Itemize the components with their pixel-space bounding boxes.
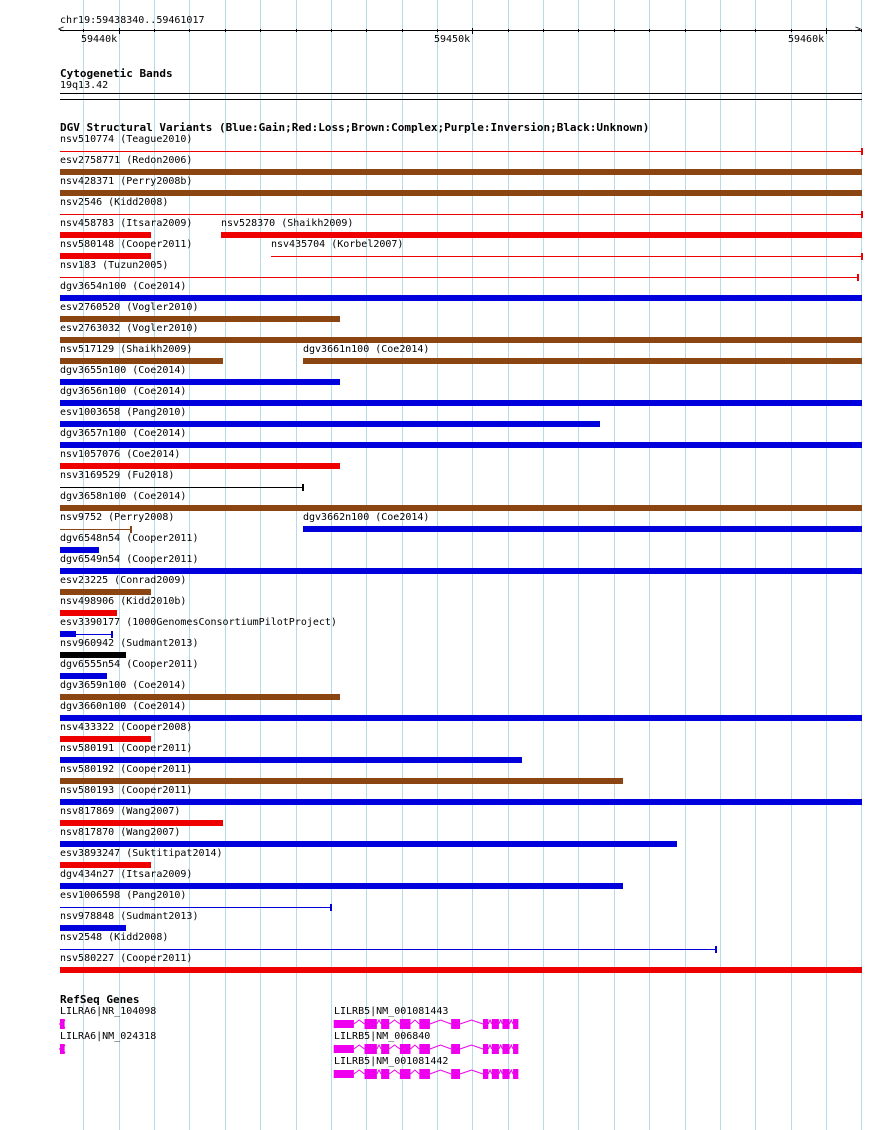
dgv-feature-label[interactable]: esv1003658 (Pang2010) xyxy=(60,407,187,418)
exon-block xyxy=(365,1069,377,1079)
dgv-feature-bar[interactable] xyxy=(60,232,151,238)
cytoband-top-line xyxy=(60,93,862,94)
exon-block xyxy=(365,1044,377,1054)
dgv-feature-label[interactable]: dgv6555n54 (Cooper2011) xyxy=(60,659,199,670)
dgv-feature-end-tick xyxy=(330,904,332,911)
dgv-feature-end-tick xyxy=(857,274,859,281)
dgv-feature-label[interactable]: dgv3661n100 (Coe2014) xyxy=(303,344,430,355)
ruler-tick xyxy=(826,28,827,34)
ruler-label: 59440k xyxy=(81,34,118,45)
dgv-feature-bar[interactable] xyxy=(221,232,862,238)
intron-line xyxy=(460,1070,483,1074)
dgv-feature-bar[interactable] xyxy=(60,505,862,511)
ruler-tick xyxy=(578,29,579,32)
exon-block xyxy=(400,1019,411,1029)
cytoband-label: 19q13.42 xyxy=(60,80,109,91)
dgv-feature-label[interactable]: nsv580148 (Cooper2011) xyxy=(60,239,193,250)
exon-block xyxy=(513,1019,518,1029)
refseq-gene-label[interactable]: LILRA6|NM_024318 xyxy=(60,1031,157,1042)
ruler-tick xyxy=(791,29,792,32)
ruler-line xyxy=(60,30,862,31)
dgv-feature-label[interactable]: nsv433322 (Cooper2008) xyxy=(60,722,193,733)
dgv-feature-label[interactable]: dgv6549n54 (Cooper2011) xyxy=(60,554,199,565)
dgv-feature-label[interactable]: nsv3169529 (Fu2018) xyxy=(60,470,175,481)
dgv-feature-label[interactable]: dgv3655n100 (Coe2014) xyxy=(60,365,187,376)
dgv-feature-end-tick xyxy=(861,148,863,155)
dgv-feature-label[interactable]: nsv580192 (Cooper2011) xyxy=(60,764,193,775)
dgv-feature-label[interactable]: esv2763032 (Vogler2010) xyxy=(60,323,199,334)
dgv-feature-bar[interactable] xyxy=(60,925,126,931)
dgv-track-title[interactable]: DGV Structural Variants (Blue:Gain;Red:Loss;Brown:Complex;Purple:Inversion;Black:Unknown) xyxy=(60,121,650,134)
exon-block xyxy=(483,1019,488,1029)
dgv-feature-label[interactable]: esv3893247 (Suktitipat2014) xyxy=(60,848,223,859)
ruler-tick xyxy=(685,29,686,32)
intron-line xyxy=(499,1020,503,1024)
dgv-feature-bar[interactable] xyxy=(60,589,151,595)
exon-block xyxy=(381,1069,389,1079)
exon-block xyxy=(451,1069,460,1079)
ruler-tick xyxy=(331,29,332,32)
intron-line xyxy=(410,1020,419,1024)
ruler-tick xyxy=(83,29,84,32)
dgv-feature-label[interactable]: nsv498906 (Kidd2010b) xyxy=(60,596,187,607)
dgv-feature-end-tick xyxy=(715,946,717,953)
dgv-feature-bar[interactable] xyxy=(60,169,862,175)
ruler-arrow-right: > xyxy=(855,24,862,35)
dgv-feature-bar[interactable] xyxy=(60,463,340,469)
dgv-feature-label[interactable]: dgv3656n100 (Coe2014) xyxy=(60,386,187,397)
dgv-feature-end-tick xyxy=(861,253,863,260)
dgv-feature-label[interactable]: dgv3657n100 (Coe2014) xyxy=(60,428,187,439)
ruler-tick xyxy=(543,29,544,32)
refseq-gene-label[interactable]: LILRB5|NM_006840 xyxy=(334,1031,431,1042)
dgv-feature-bar[interactable] xyxy=(60,820,223,826)
dgv-feature-line[interactable] xyxy=(60,214,862,215)
intron-line xyxy=(410,1045,419,1049)
ruler-tick xyxy=(649,29,650,32)
dgv-feature-label[interactable]: esv3390177 (1000GenomesConsortiumPilotProject) xyxy=(60,617,337,628)
dgv-feature-bar[interactable] xyxy=(60,316,340,322)
dgv-feature-bar[interactable] xyxy=(60,379,340,385)
exon-block xyxy=(492,1019,499,1029)
dgv-feature-bar[interactable] xyxy=(60,190,862,196)
dgv-feature-label[interactable]: nsv9752 (Perry2008) xyxy=(60,512,175,523)
intron-line xyxy=(488,1070,492,1074)
intron-line xyxy=(377,1045,381,1049)
dgv-feature-label[interactable]: nsv435704 (Korbel2007) xyxy=(271,239,404,250)
exon-block xyxy=(502,1044,509,1054)
ruler-tick xyxy=(861,29,862,32)
dgv-feature-line[interactable] xyxy=(76,634,112,635)
dgv-feature-label[interactable]: esv2760520 (Vogler2010) xyxy=(60,302,199,313)
dgv-feature-bar[interactable] xyxy=(60,610,117,616)
dgv-feature-bar[interactable] xyxy=(60,778,623,784)
dgv-feature-bar[interactable] xyxy=(60,631,76,637)
dgv-feature-label[interactable]: esv23225 (Conrad2009) xyxy=(60,575,187,586)
ruler-tick xyxy=(225,29,226,32)
dgv-feature-bar[interactable] xyxy=(60,358,223,364)
intron-line xyxy=(510,1020,514,1024)
ruler-label: 59460k xyxy=(788,34,825,45)
exon-block xyxy=(334,1070,354,1078)
intron-line xyxy=(430,1045,451,1049)
dgv-feature-label[interactable]: dgv3658n100 (Coe2014) xyxy=(60,491,187,502)
dgv-feature-label[interactable]: nsv978848 (Sudmant2013) xyxy=(60,911,199,922)
dgv-feature-label[interactable]: dgv434n27 (Itsara2009) xyxy=(60,869,193,880)
intron-line xyxy=(354,1070,365,1074)
dgv-feature-bar[interactable] xyxy=(60,694,340,700)
dgv-feature-label[interactable]: nsv458783 (Itsara2009) xyxy=(60,218,193,229)
refseq-gene-label[interactable]: LILRA6|NR_104098 xyxy=(60,1006,157,1017)
intron-line xyxy=(488,1045,492,1049)
intron-line xyxy=(510,1070,514,1074)
dgv-feature-label[interactable]: nsv517129 (Shaikh2009) xyxy=(60,344,193,355)
exon-block xyxy=(502,1069,509,1079)
ruler-tick xyxy=(296,29,297,32)
ruler-tick xyxy=(755,29,756,32)
intron-line xyxy=(377,1020,381,1024)
dgv-feature-bar[interactable] xyxy=(60,253,151,259)
intron-line xyxy=(354,1045,365,1049)
dgv-feature-label[interactable]: nsv960942 (Sudmant2013) xyxy=(60,638,199,649)
dgv-feature-bar[interactable] xyxy=(60,400,862,406)
intron-line xyxy=(430,1070,451,1074)
dgv-feature-label[interactable]: nsv580227 (Cooper2011) xyxy=(60,953,193,964)
exon-block xyxy=(400,1044,411,1054)
exon-block xyxy=(483,1044,488,1054)
exon-block xyxy=(419,1019,430,1029)
exon-block xyxy=(513,1069,518,1079)
intron-line xyxy=(377,1070,381,1074)
dgv-feature-bar[interactable] xyxy=(60,883,623,889)
ruler-tick xyxy=(189,29,190,32)
exon-block xyxy=(451,1044,460,1054)
exon-block xyxy=(419,1044,430,1054)
exon-block xyxy=(334,1020,354,1028)
intron-line xyxy=(460,1045,483,1049)
location-label: chr19:59438340..59461017 xyxy=(60,15,205,26)
dgv-feature-bar[interactable] xyxy=(303,526,862,532)
refseq-gene-model[interactable] xyxy=(0,1019,890,1031)
exon-block xyxy=(483,1069,488,1079)
exon-block xyxy=(451,1019,460,1029)
dgv-feature-label[interactable]: nsv428371 (Perry2008b) xyxy=(60,176,193,187)
exon-block xyxy=(492,1069,499,1079)
dgv-feature-bar[interactable] xyxy=(60,715,862,721)
dgv-feature-label[interactable]: esv1006598 (Pang2010) xyxy=(60,890,187,901)
exon-block xyxy=(365,1019,377,1029)
dgv-feature-line[interactable] xyxy=(60,949,716,950)
ruler-tick xyxy=(472,28,473,34)
exon-block xyxy=(334,1045,354,1053)
dgv-feature-bar[interactable] xyxy=(60,421,600,427)
dgv-feature-label[interactable]: nsv817870 (Wang2007) xyxy=(60,827,181,838)
dgv-feature-label[interactable]: nsv183 (Tuzun2005) xyxy=(60,260,169,271)
dgv-feature-bar[interactable] xyxy=(60,568,862,574)
dgv-feature-bar[interactable] xyxy=(60,673,107,679)
refseq-gene-label[interactable]: LILRB5|NM_001081442 xyxy=(334,1056,449,1067)
dgv-feature-bar[interactable] xyxy=(60,841,677,847)
intron-line xyxy=(389,1045,400,1049)
dgv-feature-bar[interactable] xyxy=(60,547,99,553)
exon-block xyxy=(381,1044,389,1054)
dgv-feature-end-tick xyxy=(111,631,113,638)
intron-line xyxy=(460,1020,483,1024)
intron-line xyxy=(389,1020,400,1024)
ruler-tick xyxy=(508,29,509,32)
dgv-feature-label[interactable]: dgv3660n100 (Coe2014) xyxy=(60,701,187,712)
dgv-feature-end-tick xyxy=(130,526,132,533)
dgv-feature-label[interactable]: dgv3659n100 (Coe2014) xyxy=(60,680,187,691)
dgv-feature-line[interactable] xyxy=(60,151,862,152)
dgv-feature-bar[interactable] xyxy=(303,358,862,364)
ruler-tick xyxy=(154,29,155,32)
intron-line xyxy=(430,1020,451,1024)
dgv-feature-label[interactable]: nsv2548 (Kidd2008) xyxy=(60,932,169,943)
ruler-tick xyxy=(260,29,261,32)
ruler-arrow-left: < xyxy=(58,24,65,35)
dgv-feature-line[interactable] xyxy=(60,907,331,908)
dgv-feature-bar[interactable] xyxy=(60,337,862,343)
dgv-feature-line[interactable] xyxy=(271,256,862,257)
dgv-feature-label[interactable]: nsv1057076 (Coe2014) xyxy=(60,449,181,460)
exon-block xyxy=(492,1044,499,1054)
dgv-feature-bar[interactable] xyxy=(60,757,522,763)
dgv-feature-end-tick xyxy=(861,211,863,218)
dgv-feature-bar[interactable] xyxy=(60,295,862,301)
dgv-feature-end-tick xyxy=(302,484,304,491)
intron-line xyxy=(410,1070,419,1074)
dgv-feature-label[interactable]: nsv580191 (Cooper2011) xyxy=(60,743,193,754)
dgv-feature-bar[interactable] xyxy=(60,967,862,973)
dgv-feature-label[interactable]: dgv3654n100 (Coe2014) xyxy=(60,281,187,292)
intron-line xyxy=(488,1020,492,1024)
dgv-feature-label[interactable]: nsv510774 (Teague2010) xyxy=(60,134,193,145)
refseq-gene-model[interactable] xyxy=(0,1044,890,1056)
exon-block xyxy=(419,1069,430,1079)
dgv-feature-bar[interactable] xyxy=(60,736,151,742)
dgv-feature-label[interactable]: dgv3662n100 (Coe2014) xyxy=(303,512,430,523)
dgv-feature-bar[interactable] xyxy=(60,799,862,805)
dgv-feature-label[interactable]: nsv2546 (Kidd2008) xyxy=(60,197,169,208)
intron-line xyxy=(354,1020,365,1024)
dgv-feature-line[interactable] xyxy=(60,487,303,488)
dgv-feature-bar[interactable] xyxy=(60,862,151,868)
ruler-tick xyxy=(366,29,367,32)
ruler-tick xyxy=(614,29,615,32)
dgv-feature-label[interactable]: nsv817869 (Wang2007) xyxy=(60,806,181,817)
ruler-tick xyxy=(402,29,403,32)
dgv-feature-label[interactable]: nsv528370 (Shaikh2009) xyxy=(221,218,354,229)
exon-block xyxy=(400,1069,411,1079)
refseq-gene-label[interactable]: LILRB5|NM_001081443 xyxy=(334,1006,449,1017)
ruler-label: 59450k xyxy=(434,34,471,45)
ruler-tick xyxy=(119,28,120,34)
exon-block xyxy=(502,1019,509,1029)
intron-line xyxy=(389,1070,400,1074)
ruler-tick xyxy=(720,29,721,32)
dgv-feature-label[interactable]: dgv6548n54 (Cooper2011) xyxy=(60,533,199,544)
cytoband-bottom-line xyxy=(60,99,862,100)
intron-line xyxy=(499,1070,503,1074)
refseq-gene-model[interactable] xyxy=(0,1069,890,1081)
exon-block xyxy=(513,1044,518,1054)
dgv-feature-line[interactable] xyxy=(60,277,858,278)
dgv-feature-bar[interactable] xyxy=(60,652,126,658)
intron-line xyxy=(499,1045,503,1049)
exon-block xyxy=(381,1019,389,1029)
ruler-tick xyxy=(437,29,438,32)
dgv-feature-label[interactable]: nsv580193 (Cooper2011) xyxy=(60,785,193,796)
dgv-feature-line[interactable] xyxy=(60,529,131,530)
refseq-track-title[interactable]: RefSeq Genes xyxy=(60,993,140,1006)
dgv-feature-label[interactable]: esv2758771 (Redon2006) xyxy=(60,155,193,166)
cytoband-track-title[interactable]: Cytogenetic Bands xyxy=(60,67,173,80)
intron-line xyxy=(510,1045,514,1049)
dgv-feature-bar[interactable] xyxy=(60,442,862,448)
